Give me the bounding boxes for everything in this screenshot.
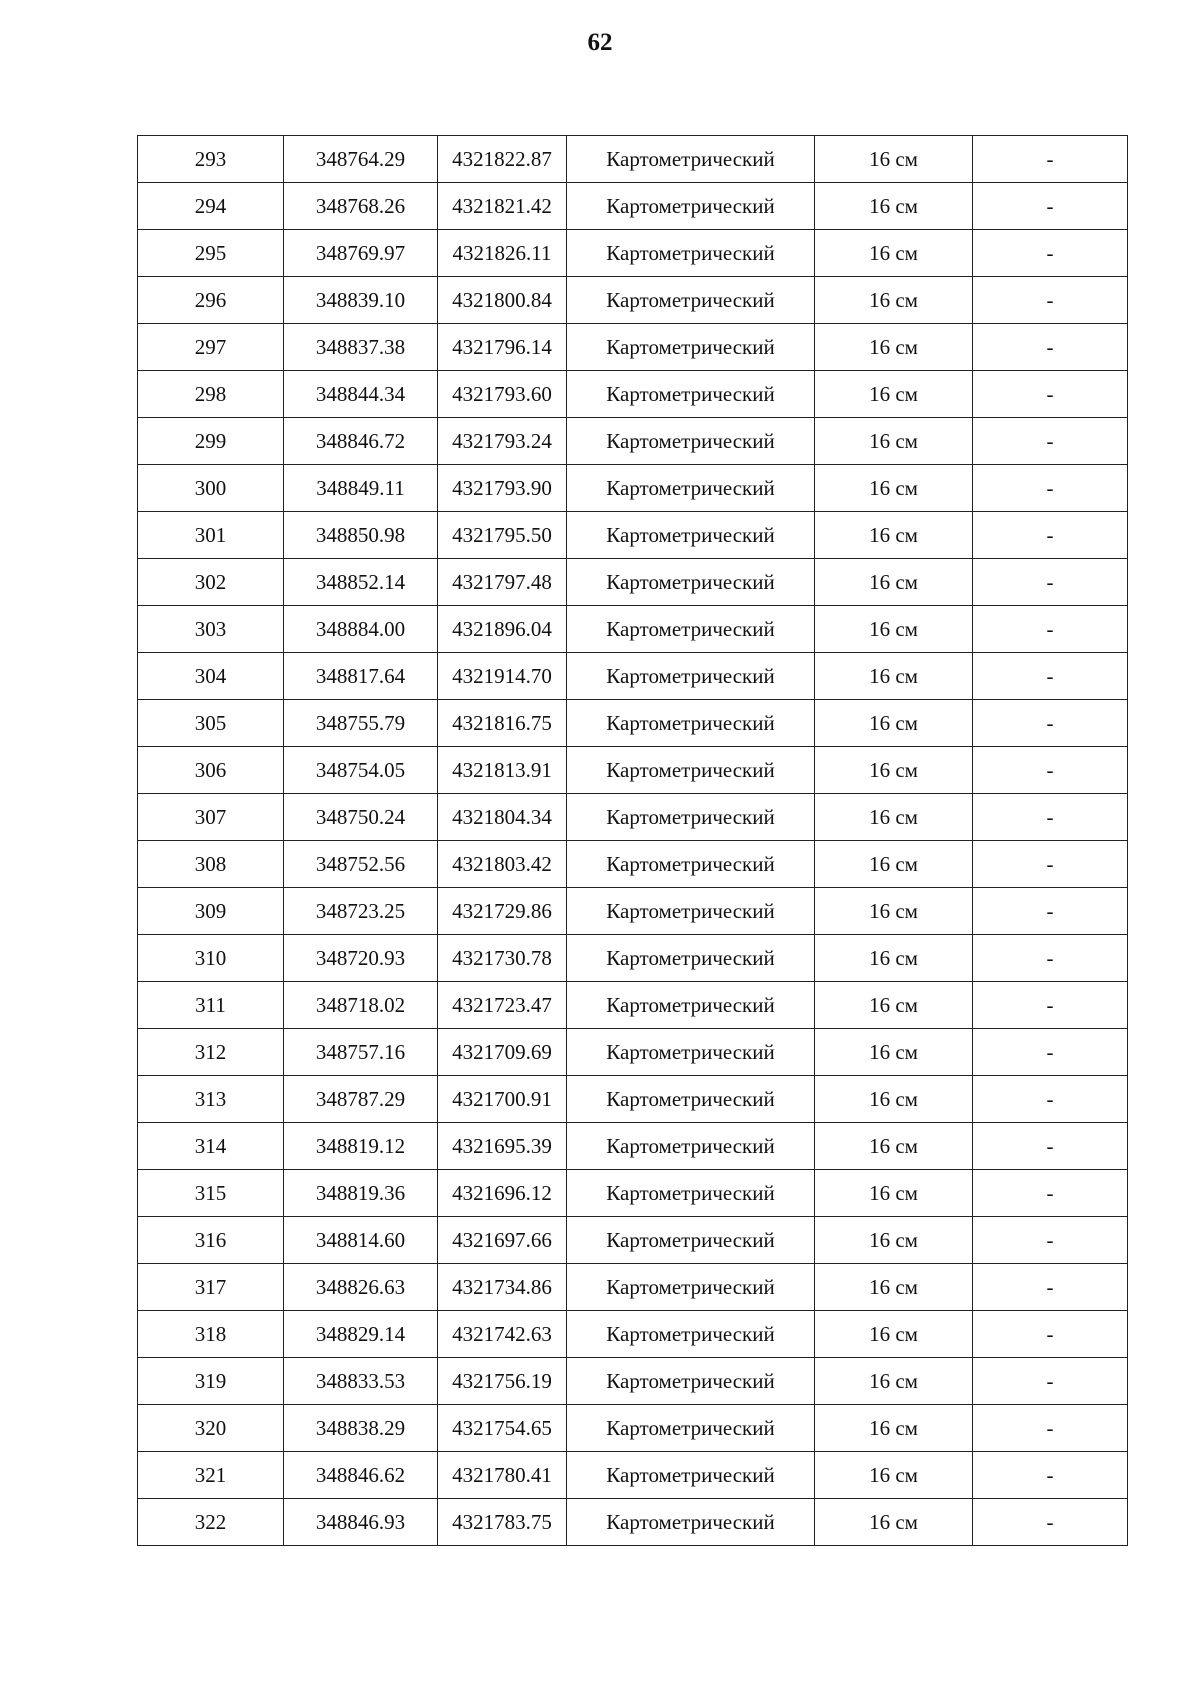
accuracy-cell: 16 см <box>815 747 973 794</box>
coordinate-x-cell: 348718.02 <box>284 982 438 1029</box>
coordinate-x-cell: 348720.93 <box>284 935 438 982</box>
coordinate-y-cell: 4321796.14 <box>438 324 567 371</box>
table-row <box>138 512 1128 559</box>
method-cell: Картометрический <box>567 841 815 888</box>
coordinate-y-cell: 4321896.04 <box>438 606 567 653</box>
accuracy-cell: 16 см <box>815 935 973 982</box>
method-cell: Картометрический <box>567 606 815 653</box>
accuracy-cell: 16 см <box>815 1217 973 1264</box>
accuracy-cell: 16 см <box>815 418 973 465</box>
coordinate-y-cell: 4321793.90 <box>438 465 567 512</box>
coordinate-y-cell: 4321914.70 <box>438 653 567 700</box>
coordinate-y-cell: 4321754.65 <box>438 1405 567 1452</box>
point-number-cell: 298 <box>138 371 284 418</box>
coordinate-y-cell: 4321734.86 <box>438 1264 567 1311</box>
table-row <box>138 1452 1128 1499</box>
point-number-cell: 301 <box>138 512 284 559</box>
coordinate-x-cell: 348768.26 <box>284 183 438 230</box>
coordinate-x-cell: 348846.72 <box>284 418 438 465</box>
coordinate-x-cell: 348723.25 <box>284 888 438 935</box>
method-cell: Картометрический <box>567 465 815 512</box>
note-cell: - <box>973 794 1128 841</box>
accuracy-cell: 16 см <box>815 1358 973 1405</box>
point-number-cell: 311 <box>138 982 284 1029</box>
note-cell: - <box>973 559 1128 606</box>
table-row <box>138 1358 1128 1405</box>
coordinate-x-cell: 348814.60 <box>284 1217 438 1264</box>
accuracy-cell: 16 см <box>815 371 973 418</box>
coordinate-x-cell: 348754.05 <box>284 747 438 794</box>
note-cell: - <box>973 512 1128 559</box>
point-number-cell: 304 <box>138 653 284 700</box>
method-cell: Картометрический <box>567 935 815 982</box>
table-row <box>138 1264 1128 1311</box>
method-cell: Картометрический <box>567 1405 815 1452</box>
table-row <box>138 935 1128 982</box>
point-number-cell: 322 <box>138 1499 284 1546</box>
table-row <box>138 1405 1128 1452</box>
method-cell: Картометрический <box>567 1029 815 1076</box>
note-cell: - <box>973 982 1128 1029</box>
method-cell: Картометрический <box>567 1358 815 1405</box>
point-number-cell: 313 <box>138 1076 284 1123</box>
note-cell: - <box>973 324 1128 371</box>
point-number-cell: 309 <box>138 888 284 935</box>
coordinate-x-cell: 348819.36 <box>284 1170 438 1217</box>
table-row <box>138 559 1128 606</box>
note-cell: - <box>973 888 1128 935</box>
coordinate-x-cell: 348839.10 <box>284 277 438 324</box>
accuracy-cell: 16 см <box>815 606 973 653</box>
coordinate-y-cell: 4321793.60 <box>438 371 567 418</box>
method-cell: Картометрический <box>567 1076 815 1123</box>
note-cell: - <box>973 230 1128 277</box>
method-cell: Картометрический <box>567 1217 815 1264</box>
table-row <box>138 465 1128 512</box>
point-number-cell: 295 <box>138 230 284 277</box>
point-number-cell: 321 <box>138 1452 284 1499</box>
table-row <box>138 700 1128 747</box>
note-cell: - <box>973 700 1128 747</box>
method-cell: Картометрический <box>567 794 815 841</box>
method-cell: Картометрический <box>567 1170 815 1217</box>
point-number-cell: 297 <box>138 324 284 371</box>
table-row <box>138 794 1128 841</box>
accuracy-cell: 16 см <box>815 653 973 700</box>
method-cell: Картометрический <box>567 559 815 606</box>
point-number-cell: 312 <box>138 1029 284 1076</box>
accuracy-cell: 16 см <box>815 1123 973 1170</box>
note-cell: - <box>973 183 1128 230</box>
method-cell: Картометрический <box>567 1452 815 1499</box>
coordinate-y-cell: 4321804.34 <box>438 794 567 841</box>
note-cell: - <box>973 1076 1128 1123</box>
coordinate-y-cell: 4321826.11 <box>438 230 567 277</box>
coordinate-y-cell: 4321709.69 <box>438 1029 567 1076</box>
point-number-cell: 303 <box>138 606 284 653</box>
coordinate-y-cell: 4321783.75 <box>438 1499 567 1546</box>
table-row <box>138 1123 1128 1170</box>
accuracy-cell: 16 см <box>815 1029 973 1076</box>
point-number-cell: 314 <box>138 1123 284 1170</box>
coordinate-y-cell: 4321723.47 <box>438 982 567 1029</box>
point-number-cell: 320 <box>138 1405 284 1452</box>
point-number-cell: 293 <box>138 136 284 183</box>
method-cell: Картометрический <box>567 888 815 935</box>
coordinate-x-cell: 348833.53 <box>284 1358 438 1405</box>
accuracy-cell: 16 см <box>815 183 973 230</box>
coordinate-y-cell: 4321780.41 <box>438 1452 567 1499</box>
coordinates-table <box>137 135 1128 1546</box>
note-cell: - <box>973 371 1128 418</box>
coordinate-y-cell: 4321821.42 <box>438 183 567 230</box>
note-cell: - <box>973 653 1128 700</box>
accuracy-cell: 16 см <box>815 1499 973 1546</box>
method-cell: Картометрический <box>567 324 815 371</box>
coordinate-x-cell: 348750.24 <box>284 794 438 841</box>
point-number-cell: 302 <box>138 559 284 606</box>
coordinate-x-cell: 348829.14 <box>284 1311 438 1358</box>
point-number-cell: 317 <box>138 1264 284 1311</box>
method-cell: Картометрический <box>567 230 815 277</box>
note-cell: - <box>973 935 1128 982</box>
method-cell: Картометрический <box>567 700 815 747</box>
note-cell: - <box>973 1123 1128 1170</box>
coordinate-x-cell: 348752.56 <box>284 841 438 888</box>
table-row <box>138 888 1128 935</box>
accuracy-cell: 16 см <box>815 1405 973 1452</box>
table-row <box>138 1029 1128 1076</box>
coordinate-x-cell: 348849.11 <box>284 465 438 512</box>
method-cell: Картометрический <box>567 136 815 183</box>
table-row <box>138 653 1128 700</box>
coordinate-x-cell: 348787.29 <box>284 1076 438 1123</box>
point-number-cell: 296 <box>138 277 284 324</box>
coordinate-x-cell: 348837.38 <box>284 324 438 371</box>
coordinate-y-cell: 4321700.91 <box>438 1076 567 1123</box>
coordinate-y-cell: 4321730.78 <box>438 935 567 982</box>
accuracy-cell: 16 см <box>815 700 973 747</box>
page-number: 62 <box>587 29 613 56</box>
note-cell: - <box>973 1311 1128 1358</box>
accuracy-cell: 16 см <box>815 1170 973 1217</box>
coordinate-y-cell: 4321696.12 <box>438 1170 567 1217</box>
coordinate-x-cell: 348884.00 <box>284 606 438 653</box>
point-number-cell: 316 <box>138 1217 284 1264</box>
point-number-cell: 294 <box>138 183 284 230</box>
method-cell: Картометрический <box>567 183 815 230</box>
table-row <box>138 418 1128 465</box>
method-cell: Картометрический <box>567 512 815 559</box>
accuracy-cell: 16 см <box>815 277 973 324</box>
table-row <box>138 1170 1128 1217</box>
accuracy-cell: 16 см <box>815 1076 973 1123</box>
note-cell: - <box>973 1358 1128 1405</box>
accuracy-cell: 16 см <box>815 1452 973 1499</box>
accuracy-cell: 16 см <box>815 559 973 606</box>
coordinate-x-cell: 348769.97 <box>284 230 438 277</box>
table-row <box>138 230 1128 277</box>
table-row <box>138 1311 1128 1358</box>
accuracy-cell: 16 см <box>815 794 973 841</box>
note-cell: - <box>973 841 1128 888</box>
accuracy-cell: 16 см <box>815 136 973 183</box>
table-row <box>138 136 1128 183</box>
point-number-cell: 305 <box>138 700 284 747</box>
coordinate-y-cell: 4321816.75 <box>438 700 567 747</box>
coordinate-y-cell: 4321795.50 <box>438 512 567 559</box>
coordinate-x-cell: 348757.16 <box>284 1029 438 1076</box>
point-number-cell: 308 <box>138 841 284 888</box>
coordinate-x-cell: 348826.63 <box>284 1264 438 1311</box>
note-cell: - <box>973 1264 1128 1311</box>
table-row <box>138 1076 1128 1123</box>
note-cell: - <box>973 1452 1128 1499</box>
table-row <box>138 841 1128 888</box>
note-cell: - <box>973 136 1128 183</box>
accuracy-cell: 16 см <box>815 1264 973 1311</box>
method-cell: Картометрический <box>567 1123 815 1170</box>
method-cell: Картометрический <box>567 747 815 794</box>
coordinate-y-cell: 4321803.42 <box>438 841 567 888</box>
table-row <box>138 982 1128 1029</box>
note-cell: - <box>973 747 1128 794</box>
accuracy-cell: 16 см <box>815 888 973 935</box>
point-number-cell: 318 <box>138 1311 284 1358</box>
coordinate-x-cell: 348819.12 <box>284 1123 438 1170</box>
point-number-cell: 315 <box>138 1170 284 1217</box>
note-cell: - <box>973 606 1128 653</box>
accuracy-cell: 16 см <box>815 1311 973 1358</box>
method-cell: Картометрический <box>567 1311 815 1358</box>
coordinate-y-cell: 4321756.19 <box>438 1358 567 1405</box>
note-cell: - <box>973 277 1128 324</box>
table-row <box>138 371 1128 418</box>
note-cell: - <box>973 1170 1128 1217</box>
point-number-cell: 299 <box>138 418 284 465</box>
point-number-cell: 307 <box>138 794 284 841</box>
note-cell: - <box>973 418 1128 465</box>
coordinate-x-cell: 348852.14 <box>284 559 438 606</box>
coordinate-y-cell: 4321697.66 <box>438 1217 567 1264</box>
note-cell: - <box>973 1029 1128 1076</box>
accuracy-cell: 16 см <box>815 324 973 371</box>
coordinate-x-cell: 348764.29 <box>284 136 438 183</box>
coordinate-y-cell: 4321793.24 <box>438 418 567 465</box>
coordinate-x-cell: 348850.98 <box>284 512 438 559</box>
method-cell: Картометрический <box>567 653 815 700</box>
coordinate-y-cell: 4321729.86 <box>438 888 567 935</box>
note-cell: - <box>973 1405 1128 1452</box>
method-cell: Картометрический <box>567 982 815 1029</box>
note-cell: - <box>973 465 1128 512</box>
coordinate-x-cell: 348844.34 <box>284 371 438 418</box>
coordinate-x-cell: 348846.93 <box>284 1499 438 1546</box>
accuracy-cell: 16 см <box>815 982 973 1029</box>
accuracy-cell: 16 см <box>815 465 973 512</box>
accuracy-cell: 16 см <box>815 230 973 277</box>
table-row <box>138 747 1128 794</box>
coordinate-y-cell: 4321695.39 <box>438 1123 567 1170</box>
note-cell: - <box>973 1499 1128 1546</box>
method-cell: Картометрический <box>567 1499 815 1546</box>
table-row <box>138 1217 1128 1264</box>
point-number-cell: 310 <box>138 935 284 982</box>
accuracy-cell: 16 см <box>815 512 973 559</box>
table-row <box>138 277 1128 324</box>
table-row <box>138 183 1128 230</box>
coordinate-y-cell: 4321800.84 <box>438 277 567 324</box>
coordinate-x-cell: 348838.29 <box>284 1405 438 1452</box>
coordinate-y-cell: 4321813.91 <box>438 747 567 794</box>
table-row <box>138 1499 1128 1546</box>
method-cell: Картометрический <box>567 1264 815 1311</box>
coordinate-x-cell: 348817.64 <box>284 653 438 700</box>
method-cell: Картометрический <box>567 371 815 418</box>
accuracy-cell: 16 см <box>815 841 973 888</box>
method-cell: Картометрический <box>567 418 815 465</box>
point-number-cell: 300 <box>138 465 284 512</box>
table-row <box>138 324 1128 371</box>
coordinates-table-body <box>138 136 1128 1546</box>
point-number-cell: 306 <box>138 747 284 794</box>
coordinate-y-cell: 4321822.87 <box>438 136 567 183</box>
note-cell: - <box>973 1217 1128 1264</box>
coordinate-y-cell: 4321742.63 <box>438 1311 567 1358</box>
point-number-cell: 319 <box>138 1358 284 1405</box>
method-cell: Картометрический <box>567 277 815 324</box>
coordinate-x-cell: 348755.79 <box>284 700 438 747</box>
table-row <box>138 606 1128 653</box>
coordinate-x-cell: 348846.62 <box>284 1452 438 1499</box>
coordinate-y-cell: 4321797.48 <box>438 559 567 606</box>
